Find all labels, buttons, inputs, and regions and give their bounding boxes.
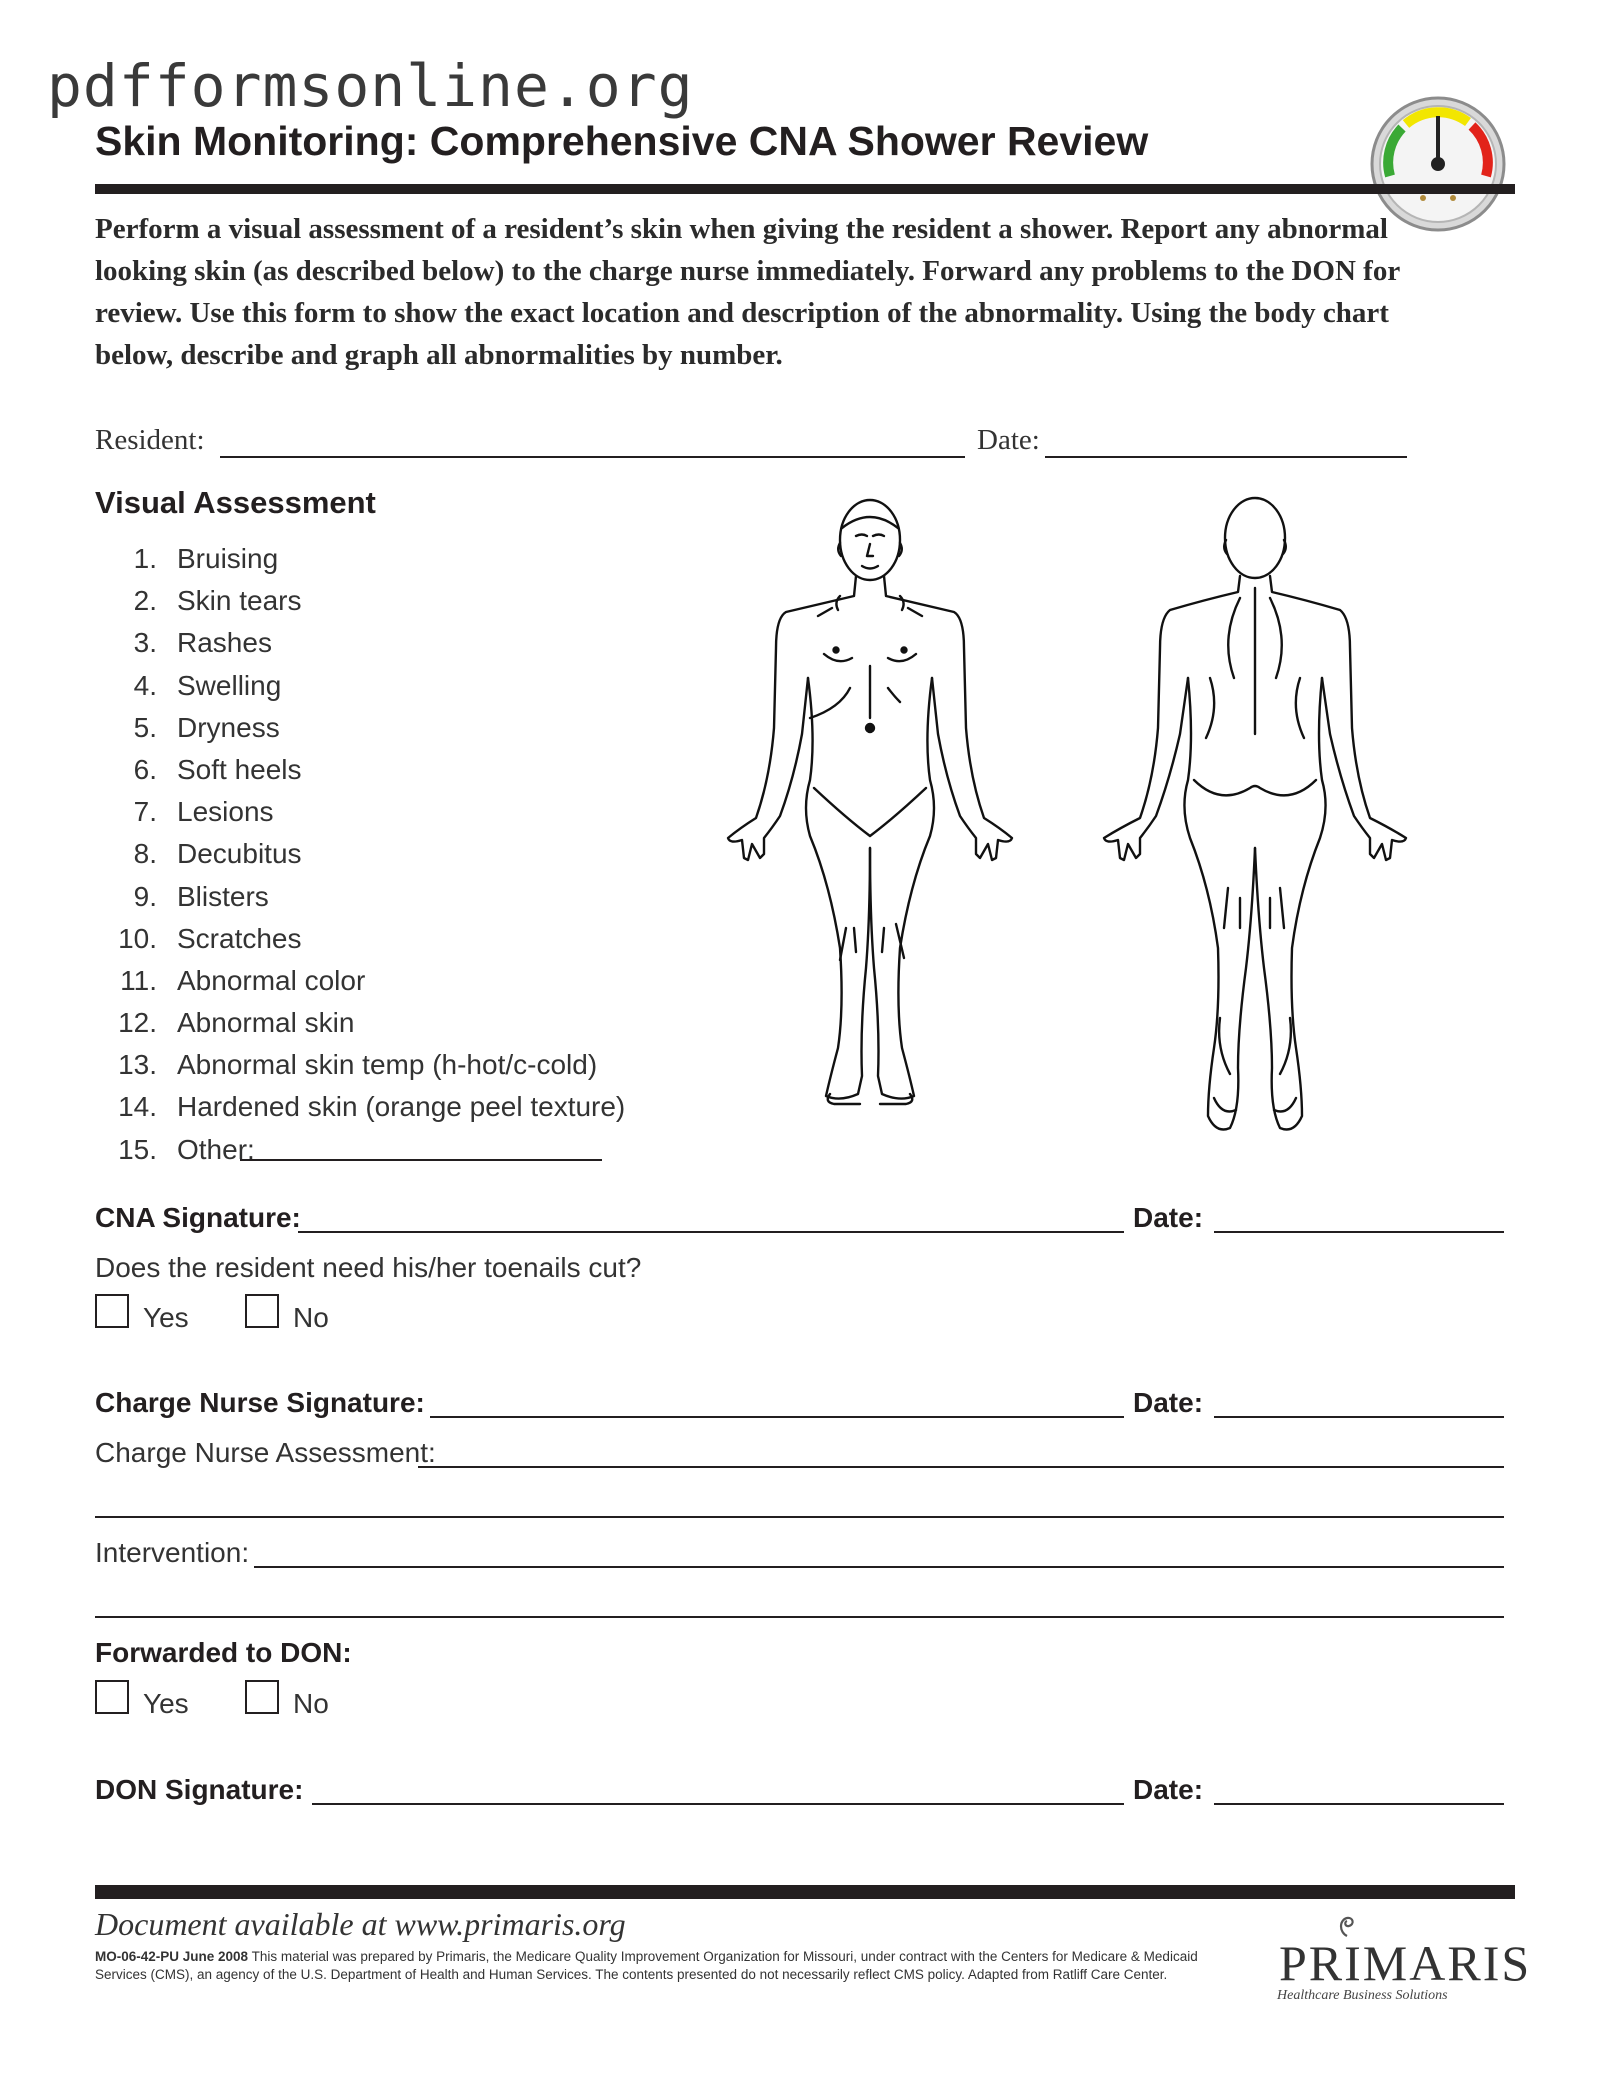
resident-label: Resident: <box>95 424 205 456</box>
instructions: Perform a visual assessment of a resident’s skin when giving the resident a shower. Report any abnormal looking skin (as described below) to the charge nurse immediately. Forward any problems to the DON for review. Use this form to show the exact location and description of the abnormality. Using the body chart below, describe and graph all abnormalities by number. <box>95 213 1400 371</box>
charge-nurse-date-field[interactable] <box>1214 1416 1504 1418</box>
list-item: 12. Abnormal skin <box>118 1007 355 1039</box>
cna-date-field[interactable] <box>1214 1231 1504 1233</box>
watermark: pdfformsonline.org <box>47 52 694 120</box>
don-date-field[interactable] <box>1214 1803 1504 1805</box>
page-title: Skin Monitoring: Comprehensive CNA Shower Review <box>95 118 1149 164</box>
don-date-label: Date: <box>1133 1774 1204 1805</box>
fine-print-text: This material was prepared by Primaris, the Medicare Quality Improvement Organization for Missouri, under contract with the Centers for Medicare & Medicaid Services (CMS), an agency of the U.S. Department of Health and Human Services. The contents presented do not necessarily reflect CMS policy. Adapted from Ratliff Care Center. <box>95 1949 1198 1982</box>
cna-date-label: Date: <box>1133 1202 1204 1233</box>
logo-wordmark: PRIMARIS <box>1279 1935 1532 1991</box>
resident-field[interactable] <box>220 456 965 458</box>
date-top-label: Date: <box>977 424 1040 456</box>
visual-assessment-heading: Visual Assessment <box>95 485 376 520</box>
forwarded-no-checkbox[interactable] <box>245 1680 279 1714</box>
list-item: 2. Skin tears <box>133 585 302 617</box>
list-item: 10. Scratches <box>118 922 302 954</box>
form-code: MO-06-42-PU June 2008 <box>95 1949 249 1964</box>
logo-tagline: Healthcare Business Solutions <box>1277 1988 1448 2003</box>
list-item: 13. Abnormal skin temp (h-hot/c-cold) <box>118 1049 598 1081</box>
forwarded-label: Forwarded to DON: <box>95 1637 352 1668</box>
intervention-field[interactable] <box>254 1566 1504 1568</box>
charge-nurse-date-label: Date: <box>1133 1387 1204 1418</box>
forwarded-yes-checkbox[interactable] <box>95 1680 129 1714</box>
forwarded-no-label: No <box>293 1688 329 1719</box>
toenails-yes-checkbox[interactable] <box>95 1294 129 1328</box>
list-item: 9. Blisters <box>133 880 269 912</box>
toenails-question: Does the resident need his/her toenails cut? <box>95 1252 642 1283</box>
primaris-logo <box>1275 1912 1532 2012</box>
toenails-no-checkbox[interactable] <box>245 1294 279 1328</box>
body-front-figure[interactable] <box>720 488 1020 1120</box>
list-item: 5. Dryness <box>133 711 280 743</box>
other-field[interactable] <box>240 1159 602 1161</box>
bottom-rule <box>95 1885 1515 1899</box>
charge-nurse-assessment-field-2[interactable] <box>95 1516 1504 1518</box>
list-item: 7. Lesions <box>133 796 274 828</box>
body-back-figure[interactable] <box>1090 488 1420 1142</box>
list-item: 8. Decubitus <box>133 838 302 870</box>
cna-signature-field[interactable] <box>298 1231 1124 1233</box>
intervention-label: Intervention: <box>95 1537 250 1568</box>
document-availability: Document available at www.primaris.org <box>95 1906 626 1942</box>
list-item: 4. Swelling <box>133 669 282 701</box>
toenails-no-label: No <box>293 1302 329 1333</box>
list-item: 15. Other: <box>118 1133 255 1165</box>
list-item: 11. Abnormal color <box>120 964 366 996</box>
list-item: 14. Hardened skin (orange peel texture) <box>118 1091 626 1123</box>
list-item: 3. Rashes <box>133 627 272 659</box>
charge-nurse-signature-field[interactable] <box>430 1416 1124 1418</box>
don-signature-field[interactable] <box>312 1803 1124 1805</box>
assessment-list <box>95 538 625 1171</box>
charge-nurse-assessment-label: Charge Nurse Assessment: <box>95 1437 436 1468</box>
forwarded-yes-label: Yes <box>143 1688 189 1719</box>
cna-signature-label: CNA Signature: <box>95 1202 301 1233</box>
toenails-yes-label: Yes <box>143 1302 189 1333</box>
charge-nurse-assessment-field[interactable] <box>418 1466 1504 1468</box>
top-rule <box>95 184 1515 194</box>
date-top-field[interactable] <box>1045 456 1407 458</box>
charge-nurse-signature-label: Charge Nurse Signature: <box>95 1387 425 1418</box>
don-signature-label: DON Signature: <box>95 1774 304 1805</box>
intervention-field-2[interactable] <box>95 1616 1504 1618</box>
list-item: 6. Soft heels <box>133 753 302 785</box>
list-item: 1. Bruising <box>133 543 279 574</box>
footer-fine-print <box>95 1948 1245 1984</box>
